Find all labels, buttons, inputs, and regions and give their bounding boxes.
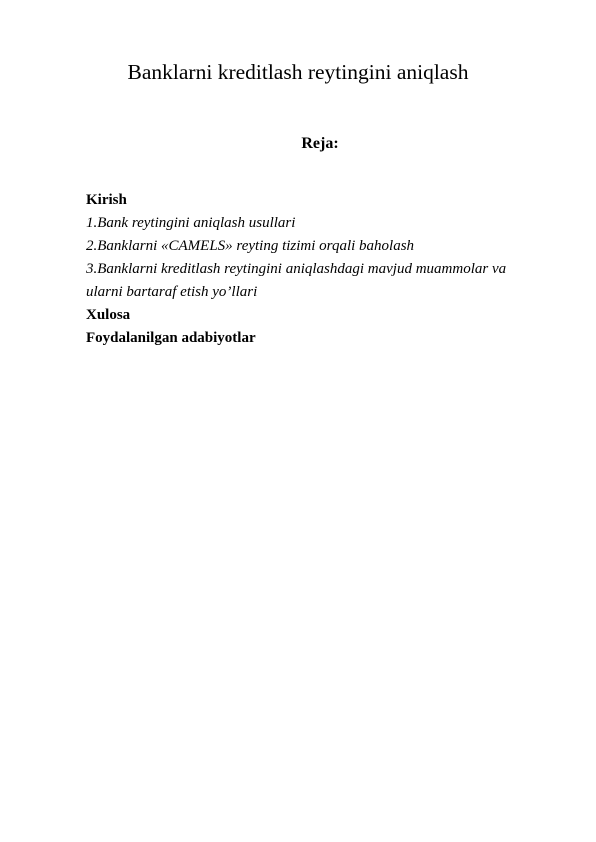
toc-item-1 — [86, 212, 546, 235]
toc-item-conclusion — [86, 304, 546, 327]
toc-item-number: 2. — [86, 238, 98, 254]
plan-heading: Reja: — [301, 135, 339, 152]
toc-item-number: 1. — [86, 215, 98, 231]
toc-item-text: Banklarni kreditlash reytingini aniqlashdagi mavjud muammolar va ularni bartaraf etish yo’llari — [86, 261, 507, 300]
toc-item-text: Xulosa — [86, 307, 131, 323]
document-title: Banklarni kreditlash reytingini aniqlash — [127, 60, 469, 84]
toc-item-number: 3. — [86, 261, 98, 277]
table-of-contents — [86, 189, 546, 350]
toc-item-text: Banklarni «CAMELS» reyting tizimi orqali baholash — [97, 238, 415, 254]
toc-item-text: Bank reytingini aniqlash usullari — [97, 215, 296, 231]
toc-item-2 — [86, 235, 546, 258]
toc-item-introduction — [86, 189, 546, 212]
toc-item-3 — [86, 258, 546, 304]
toc-item-text: Foydalanilgan adabiyotlar — [86, 330, 256, 346]
toc-item-text: Kirish — [86, 192, 127, 208]
toc-item-references — [86, 327, 546, 350]
